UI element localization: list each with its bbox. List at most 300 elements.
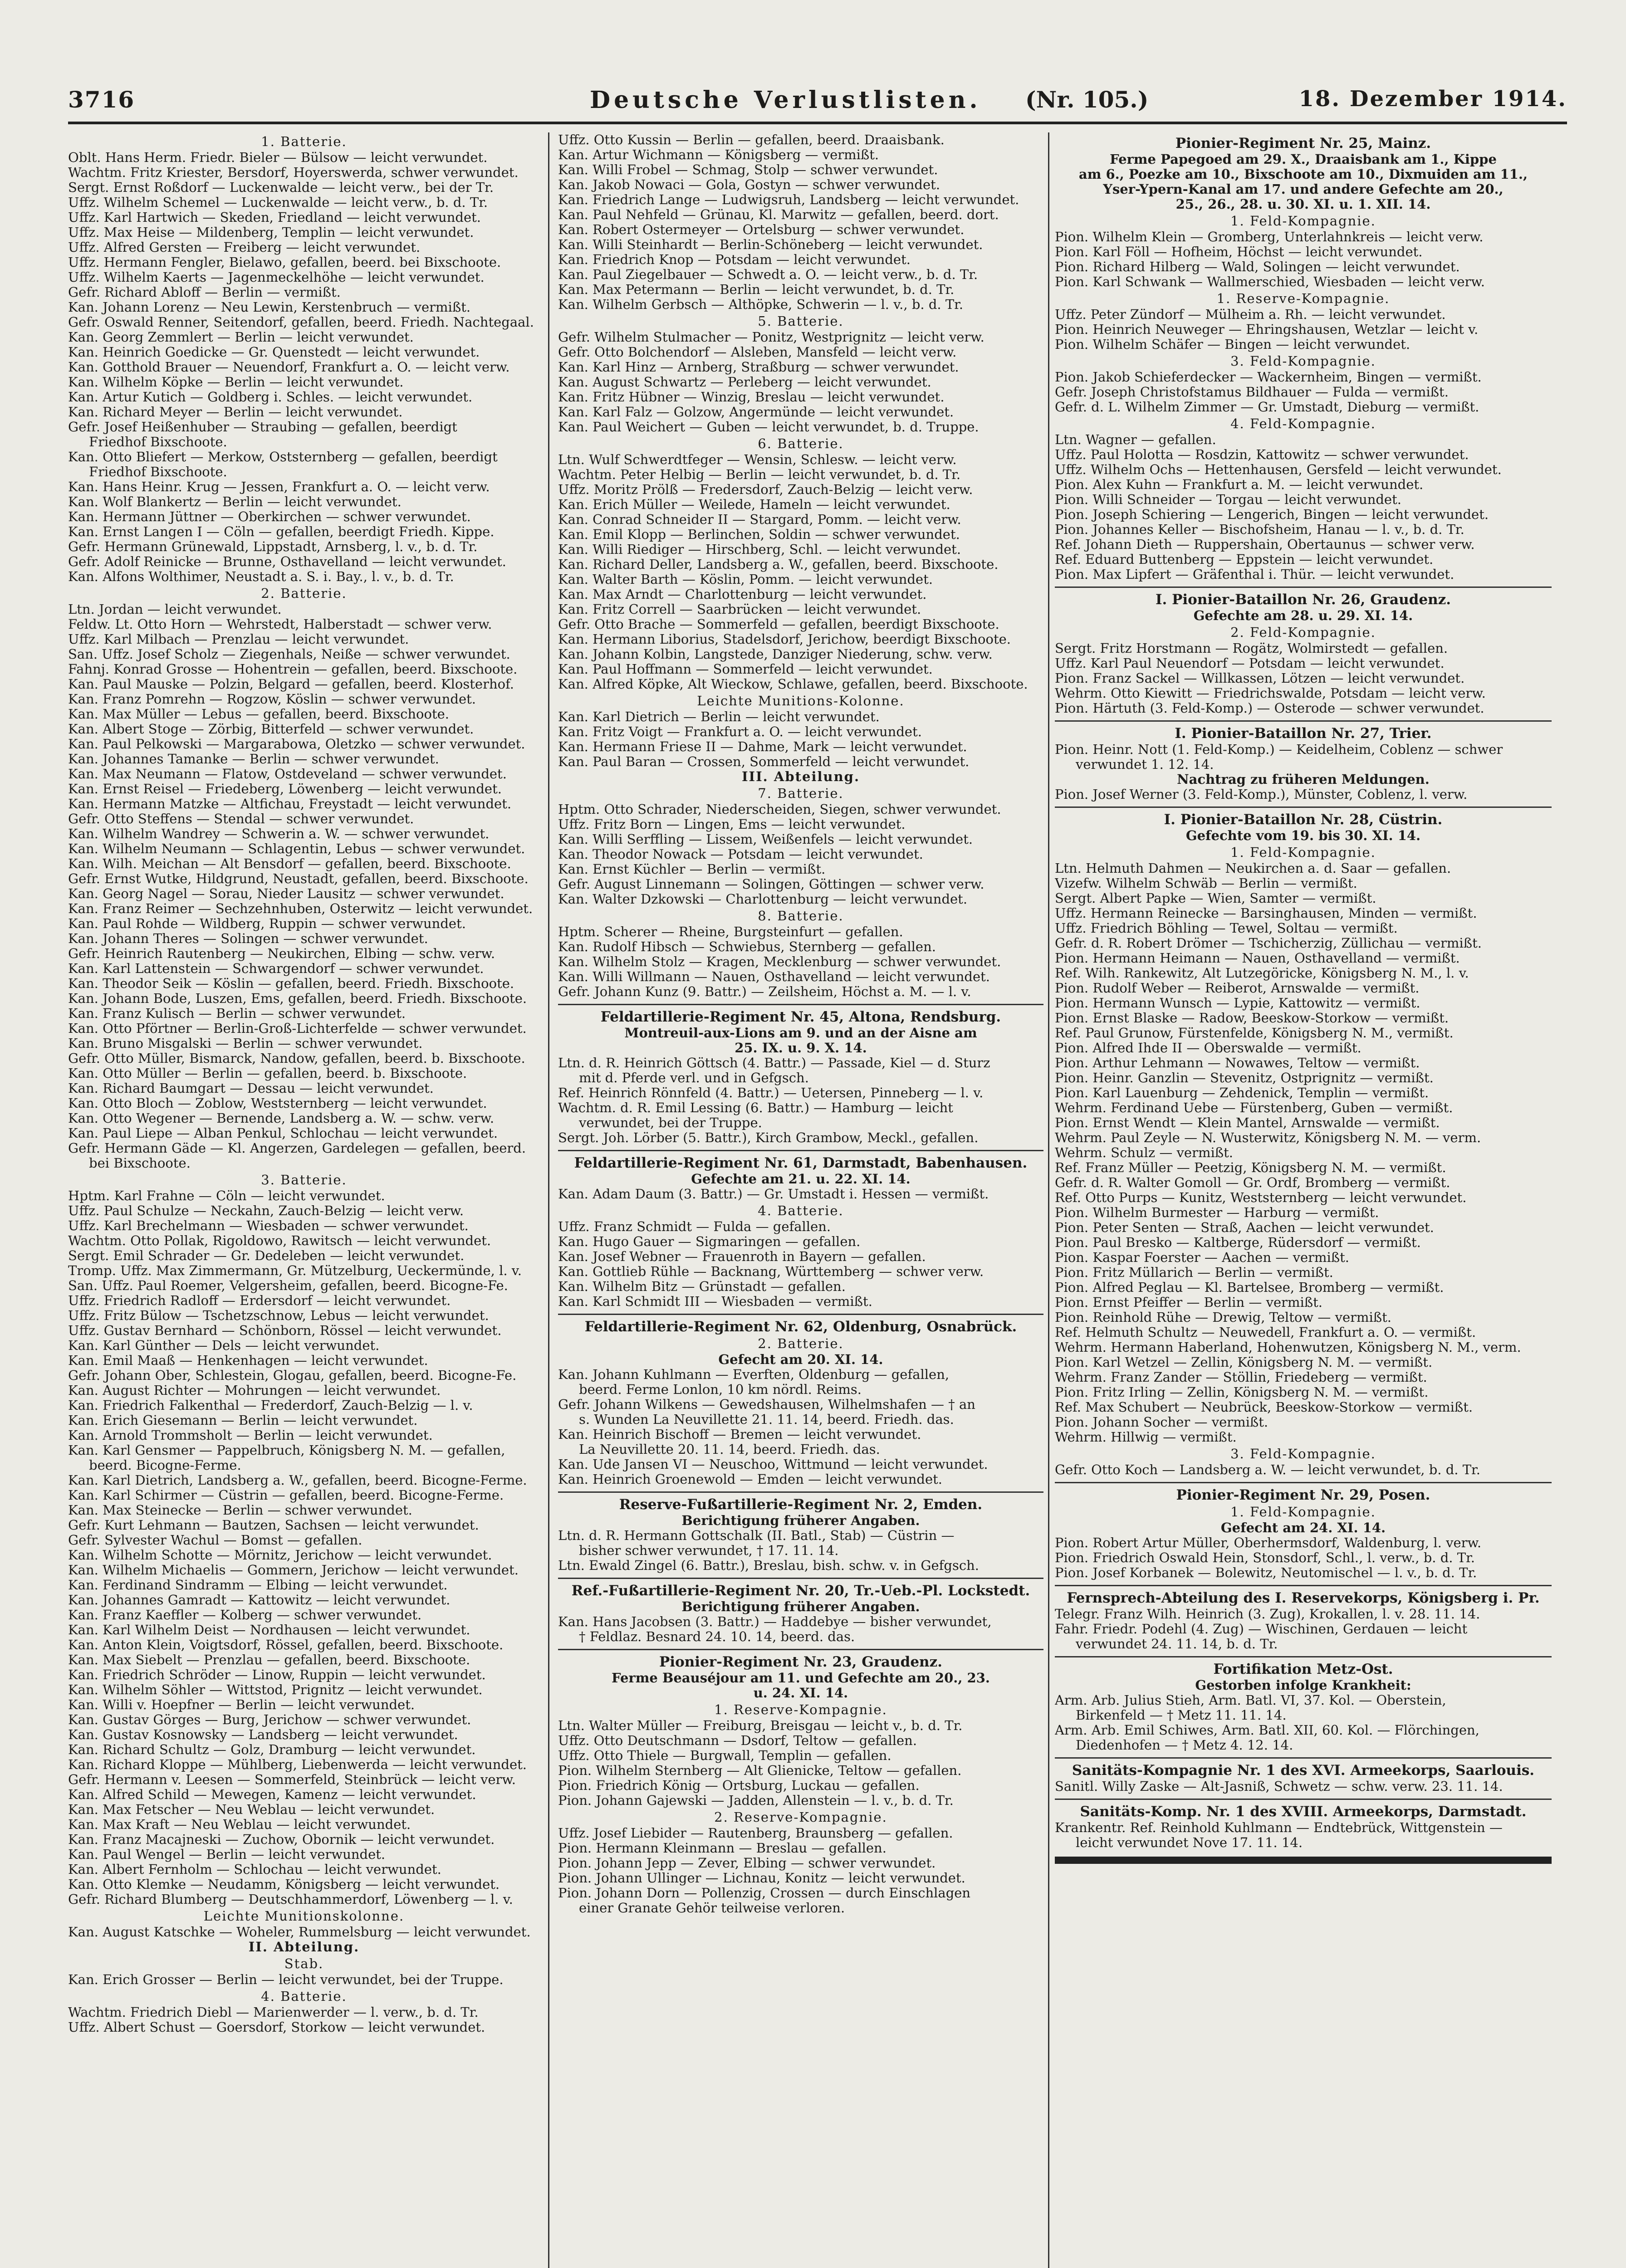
casualty-entry: Arm. Arb. Julius Stieh, Arm. Batl. VI, 37. Kol. — Oberstein, — [1055, 1693, 1446, 1708]
casualty-entry: Kan. Franz Macajneski — Zuchow, Obornik — leicht verwundet. — [68, 1832, 495, 1847]
casualty-entry: Gefr. Heinrich Rautenberg — Neukirchen, Elbing — schw. verw. — [68, 946, 495, 961]
unit-subheading: 4. Batterie. — [261, 1989, 347, 2004]
casualty-entry: Uffz. Paul Holotta — Rosdzin, Kattowitz — schwer verwundet. — [1055, 447, 1469, 462]
casualty-entry: Ltn. Helmuth Dahmen — Neukirchen a. d. Saar — gefallen. — [1055, 861, 1451, 876]
casualty-entry: Feldw. Lt. Otto Horn — Wehrstedt, Halberstadt — schwer verw. — [68, 617, 492, 632]
entry-continuation: beerd. Bicogne-Ferme. — [89, 1458, 241, 1473]
regiment-heading: Ref.-Fußartillerie-Regiment Nr. 20, Tr.-Ueb.-Pl. Lockstedt. — [571, 1583, 1030, 1599]
section-rule — [558, 1150, 1043, 1151]
casualty-entry: Pion. Johann Ullinger — Lichnau, Konitz — leicht verwundet. — [558, 1871, 965, 1886]
casualty-entry: Pion. Richard Hilberg — Wald, Solingen — leicht verwundet. — [1055, 259, 1460, 274]
casualty-entry: Pion. Peter Senten — Straß, Aachen — leicht verwundet. — [1055, 1220, 1434, 1235]
casualty-entry: Kan. Karl Schmidt III — Wiesbaden — vermißt. — [558, 1294, 872, 1309]
casualty-entry: Kan. Ernst Küchler — Berlin — vermißt. — [558, 862, 826, 877]
casualty-entry: Kan. Karl Wilhelm Deist — Nordhausen — leicht verwundet. — [68, 1623, 470, 1637]
casualty-entry: Uffz. Fritz Bülow — Tschetzschnow, Lebus — leicht verwundet. — [68, 1308, 489, 1323]
casualty-entry: Kan. Paul Nehfeld — Grünau, Kl. Marwitz — gefallen, beerd. dort. — [558, 207, 999, 222]
casualty-entry: Kan. Hermann Jüttner — Oberkirchen — schwer verwundet. — [68, 509, 471, 524]
casualty-entry: Pion. Karl Wetzel — Zellin, Königsberg N. M. — vermißt. — [1055, 1355, 1433, 1370]
casualty-entry: Uffz. Paul Schulze — Neckahn, Zauch-Belzig — leicht verw. — [68, 1203, 464, 1218]
engagement-heading: Montreuil-aux-Lions am 9. und an der Aisne am — [624, 1025, 977, 1041]
casualty-entry: Wachtm. Peter Helbig — Berlin — leicht verwundet, b. d. Tr. — [558, 467, 961, 482]
section-rule — [1055, 1757, 1552, 1759]
casualty-entry: Pion. Alex Kuhn — Frankfurt a. M. — leicht verwundet. — [1055, 477, 1424, 492]
casualty-entry: Kan. Otto Müller — Berlin — gefallen, beerd. b. Bixschoote. — [68, 1066, 467, 1081]
casualty-entry: Kan. Friedrich Falkenthal — Frederdorf, Zauch-Belzig — l. v. — [68, 1398, 473, 1413]
casualty-entry: Kan. Heinrich Groenewold — Emden — leicht verwundet. — [558, 1472, 942, 1487]
casualty-entry: Gefr. Joseph Christofstamus Bildhauer — Fulda — vermißt. — [1055, 385, 1449, 400]
casualty-entry: Uffz. Wilhelm Ochs — Hettenhausen, Gersfeld — leicht verwundet. — [1055, 462, 1502, 477]
casualty-entry: Pion. Alfred Peglau — Kl. Bartelsee, Bromberg — vermißt. — [1055, 1280, 1444, 1295]
entry-continuation: verwundet 24. 11. 14, b. d. Tr. — [1076, 1637, 1278, 1652]
section-rule — [558, 1491, 1043, 1493]
casualty-entry: Uffz. Gustav Bernhard — Schönborn, Rössel — leicht verwundet. — [68, 1323, 502, 1338]
casualty-entry: Ref. Eduard Buttenberg — Eppstein — leicht verwundet. — [1055, 552, 1434, 567]
casualty-entry: Ref. Otto Purps — Kunitz, Weststernberg — leicht verwundet. — [1055, 1190, 1467, 1205]
unit-subheading: 3. Batterie. — [261, 1173, 347, 1188]
casualty-entry: Gefr. Hermann v. Leesen — Sommerfeld, Steinbrück — leicht verw. — [68, 1772, 516, 1787]
casualty-entry: Pion. Paul Bresko — Kaltberge, Rüdersdorf — vermißt. — [1055, 1235, 1421, 1250]
casualty-entry: Pion. Hermann Heimann — Nauen, Osthavelland — vermißt. — [1055, 951, 1460, 966]
casualty-entry: Pion. Wilhelm Schäfer — Bingen — leicht verwundet. — [1055, 337, 1411, 352]
casualty-entry: Kan. Willi Serffling — Lissem, Weißenfels — leicht verwundet. — [558, 832, 973, 847]
casualty-entry: Sergt. Ernst Roßdorf — Luckenwalde — leicht verw., bei der Tr. — [68, 180, 494, 195]
casualty-entry: Pion. Friedrich Oswald Hein, Stonsdorf, Schl., l. verw., b. d. Tr. — [1055, 1550, 1475, 1565]
unit-subheading: 1. Feld-Kompagnie. — [1230, 845, 1376, 860]
casualty-entry: Pion. Heinr. Nott (1. Feld-Komp.) — Keidelheim, Coblenz — schwer — [1055, 742, 1503, 757]
casualty-entry: Kan. Friedrich Schröder — Linow, Ruppin — leicht verwundet. — [68, 1667, 486, 1682]
entry-continuation: s. Wunden La Neuvillette 21. 11. 14, beerd. Friedh. das. — [579, 1412, 954, 1427]
casualty-entry: Gefr. Josef Heißenhuber — Straubing — gefallen, beerdigt — [68, 420, 457, 435]
casualty-entry: Gefr. Wilhelm Stulmacher — Ponitz, Westprignitz — leicht verw. — [558, 330, 984, 345]
casualty-entry: Kan. Wilhelm Bitz — Grünstadt — gefallen. — [558, 1279, 846, 1294]
casualty-entry: Pion. Johann Jepp — Zever, Elbing — schwer verwundet. — [558, 1856, 936, 1871]
casualty-entry: Pion. Wilhelm Sternberg — Alt Glienicke, Teltow — gefallen. — [558, 1763, 962, 1778]
casualty-entry: Uffz. Karl Milbach — Prenzlau — leicht verwundet. — [68, 632, 409, 647]
casualty-entry: Wachtm. Otto Pollak, Rigoldowo, Rawitsch — leicht verwundet. — [68, 1233, 491, 1248]
casualty-entry: Uffz. Otto Thiele — Burgwall, Templin — gefallen. — [558, 1748, 891, 1763]
casualty-entry: Kan. Artur Wichmann — Königsberg — vermißt. — [558, 147, 879, 162]
casualty-entry: Pion. Arthur Lehmann — Nowawes, Teltow — vermißt. — [1055, 1056, 1420, 1070]
engagement-heading: am 6., Poezke am 10., Bixschoote am 10., Dixmuiden am 11., — [1078, 166, 1528, 182]
casualty-entry: Kan. Richard Baumgart — Dessau — leicht verwundet. — [68, 1081, 434, 1096]
casualty-entry: Gefr. Johann Kunz (9. Battr.) — Zeilsheim, Höchst a. M. — l. v. — [558, 984, 971, 999]
section-heading: III. Abteilung. — [741, 769, 860, 784]
casualty-entry: Kan. Wilhelm Gerbsch — Althöpke, Schwerin — l. v., b. d. Tr. — [558, 297, 964, 312]
unit-subheading: 2. Reserve-Kompagnie. — [714, 1810, 887, 1825]
casualty-entry: Kan. Gotthold Brauer — Neuendorf, Frankfurt a. O. — leicht verw. — [68, 360, 510, 375]
unit-subheading: 8. Batterie. — [758, 909, 844, 924]
section-rule — [558, 1314, 1043, 1315]
casualty-entry: Hptm. Otto Schrader, Niederscheiden, Siegen, schwer verwundet. — [558, 802, 1001, 817]
casualty-entry: Pion. Johann Dorn — Pollenzig, Crossen — durch Einschlagen — [558, 1886, 971, 1901]
casualty-entry: Kan. Hans Jacobsen (3. Battr.) — Haddebye — bisher verwundet, — [558, 1614, 992, 1629]
end-rule — [1055, 1857, 1552, 1864]
section-rule — [558, 1649, 1043, 1650]
casualty-entry: Kan. Emil Klopp — Berlinchen, Soldin — schwer verwundet. — [558, 527, 960, 542]
regiment-heading: Fernsprech-Abteilung des I. Reservekorps, Königsberg i. Pr. — [1067, 1590, 1540, 1606]
casualty-entry: Uffz. Alfred Gersten — Freiberg — leicht verwundet. — [68, 240, 421, 255]
casualty-entry: San. Uffz. Josef Scholz — Ziegenhals, Neiße — schwer verwundet. — [68, 647, 510, 662]
casualty-entry: Kan. Gottlieb Rühle — Backnang, Württemberg — schwer verw. — [558, 1264, 984, 1279]
casualty-entry: Ltn. d. R. Hermann Gottschalk (II. Batl., Stab) — Cüstrin — — [558, 1528, 955, 1543]
unit-subheading: 6. Batterie. — [758, 436, 844, 451]
casualty-entry: Kan. Josef Webner — Frauenroth in Bayern — gefallen. — [558, 1249, 926, 1264]
engagement-heading: 25. IX. u. 9. X. 14. — [735, 1040, 867, 1056]
casualty-entry: Kan. Karl Hinz — Arnberg, Straßburg — schwer verwundet. — [558, 360, 959, 375]
section-rule — [1055, 720, 1552, 722]
casualty-entry: Wehrm. Franz Zander — Stöllin, Friedeberg — vermißt. — [1055, 1370, 1427, 1385]
regiment-heading: Feldartillerie-Regiment Nr. 61, Darmstadt, Babenhausen. — [574, 1155, 1028, 1171]
casualty-entry: Pion. Ernst Wendt — Klein Mantel, Arnswalde — vermißt. — [1055, 1115, 1440, 1130]
entry-continuation: leicht verwundet Nove 17. 11. 14. — [1076, 1835, 1303, 1850]
section-rule — [1055, 1482, 1552, 1483]
casualty-entry: Kan. Wilhelm Schotte — Mörnitz, Jerichow — leicht verwundet. — [68, 1548, 492, 1563]
casualty-entry: Kan. Paul Hoffmann — Sommerfeld — leicht verwundet. — [558, 662, 933, 677]
casualty-entry: Wehrm. Paul Zeyle — N. Wusterwitz, Königsberg N. M. — verm. — [1055, 1130, 1481, 1145]
casualty-entry: Kan. Hugo Gauer — Sigmaringen — gefallen. — [558, 1234, 861, 1249]
casualty-entry: Pion. Johann Gajewski — Jadden, Allenstein — l. v., b. d. Tr. — [558, 1793, 954, 1808]
engagement-heading: Berichtigung früherer Angaben. — [681, 1599, 920, 1614]
entry-continuation: mit d. Pferde verl. und in Gefgsch. — [579, 1070, 809, 1085]
casualty-entry: Kan. Walter Barth — Köslin, Pomm. — leicht verwundet. — [558, 572, 933, 587]
casualty-entry: Kan. Rudolf Hibsch — Schwiebus, Sternberg — gefallen. — [558, 939, 936, 954]
casualty-entry: Kan. Paul Mauske — Polzin, Belgard — gefallen, beerd. Klosterhof. — [68, 677, 514, 692]
casualty-entry: Kan. Adam Daum (3. Battr.) — Gr. Umstadt i. Hessen — vermißt. — [558, 1187, 989, 1202]
casualty-entry: Kan. Friedrich Lange — Ludwigsruh, Landsberg — leicht verwundet. — [558, 192, 1019, 207]
casualty-entry: Telegr. Franz Wilh. Heinrich (3. Zug), Krokallen, l. v. 28. 11. 14. — [1055, 1607, 1480, 1622]
casualty-entry: Kan. Albert Fernholm — Schlochau — leicht verwundet. — [68, 1862, 441, 1877]
casualty-entry: Kan. Max Neumann — Flatow, Ostdeveland — schwer verwundet. — [68, 767, 507, 782]
casualty-entry: Pion. Härtuth (3. Feld-Komp.) — Osterode — schwer verwundet. — [1055, 701, 1484, 716]
section-rule — [1055, 1656, 1552, 1657]
publication-title: Deutsche Verlustlisten. — [590, 86, 981, 114]
casualty-entry: Ref. Wilh. Rankewitz, Alt Lutzegöricke, Königsberg N. M., l. v. — [1055, 966, 1469, 981]
casualty-entry: Kan. Heinrich Bischoff — Bremen — leicht verwundet. — [558, 1427, 921, 1442]
casualty-entry: Kan. Johann Kuhlmann — Everften, Oldenburg — gefallen, — [558, 1367, 950, 1382]
casualty-entry: Pion. Josef Korbanek — Bolewitz, Neutomischel — l. v., b. d. Tr. — [1055, 1565, 1477, 1580]
casualty-entry: Kan. Jakob Nowaci — Gola, Gostyn — schwer verwundet. — [558, 177, 940, 192]
casualty-entry: Kan. Walter Dzkowski — Charlottenburg — leicht verwundet. — [558, 892, 968, 907]
casualty-entry: Pion. Jakob Schieferdecker — Wackernheim, Bingen — vermißt. — [1055, 370, 1482, 385]
regiment-heading: Fortifikation Metz-Ost. — [1213, 1661, 1393, 1677]
casualty-entry: Kan. Gustav Kosnowsky — Landsberg — leicht verwundet. — [68, 1727, 458, 1742]
casualty-entry: Uffz. Albert Schust — Goersdorf, Storkow — leicht verwundet. — [68, 2020, 485, 2035]
casualty-entry: Pion. Hermann Kleinmann — Breslau — gefallen. — [558, 1841, 886, 1856]
unit-subheading: 3. Feld-Kompagnie. — [1230, 1447, 1376, 1461]
engagement-heading: Yser-Ypern-Kanal am 17. und andere Gefechte am 20., — [1103, 181, 1504, 197]
casualty-entry: Kan. Wilhelm Köpke — Berlin — leicht verwundet. — [68, 375, 404, 390]
regiment-heading: I. Pionier-Bataillon Nr. 28, Cüstrin. — [1164, 811, 1443, 828]
casualty-entry: Uffz. Josef Liebider — Rautenberg, Braunsberg — gefallen. — [558, 1826, 953, 1841]
casualty-entry: Kan. Max Siebelt — Prenzlau — gefallen, beerd. Bixschoote. — [68, 1652, 470, 1667]
casualty-entry: Vizefw. Wilhelm Schwäb — Berlin — vermißt. — [1055, 876, 1357, 891]
column-3 — [1055, 132, 1552, 2268]
unit-subheading: 1. Batterie. — [261, 134, 347, 149]
casualty-entry: Kan. Johannes Tamanke — Berlin — schwer verwundet. — [68, 752, 439, 767]
casualty-entry: Ltn. Walter Müller — Freiburg, Breisgau — leicht v., b. d. Tr. — [558, 1718, 963, 1733]
casualty-entry: Gefr. d. L. Wilhelm Zimmer — Gr. Umstadt, Dieburg — vermißt. — [1055, 400, 1479, 415]
casualty-entry: Kan. Alfons Wolthimer, Neustadt a. S. i. Bay., l. v., b. d. Tr. — [68, 569, 454, 584]
casualty-entry: Kan. Otto Klemke — Neudamm, Königsberg — leicht verwundet. — [68, 1877, 500, 1892]
casualty-entry: Pion. Fritz Irling — Zellin, Königsberg N. M. — vermißt. — [1055, 1385, 1429, 1400]
casualty-entry: Kan. Johannes Gamradt — Kattowitz — leicht verwundet. — [68, 1593, 451, 1608]
casualty-entry: Kan. Robert Ostermeyer — Ortelsburg — schwer verwundet. — [558, 222, 965, 237]
casualty-entry: Kan. Friedrich Knop — Potsdam — leicht verwundet. — [558, 252, 911, 267]
casualty-entry: Pion. Joseph Schiering — Lengerich, Bingen — leicht verwundet. — [1055, 507, 1489, 522]
casualty-entry: Gefr. Ernst Wutke, Hildgrund, Neustadt, gefallen, beerd. Bixschoote. — [68, 871, 529, 886]
casualty-entry: Kan. Hermann Matzke — Altfichau, Freystadt — leicht verwundet. — [68, 797, 512, 811]
unit-subheading: 5. Batterie. — [758, 314, 844, 329]
casualty-entry: Gefr. Otto Bolchendorf — Alsleben, Mansfeld — leicht verw. — [558, 345, 957, 360]
regiment-heading: Sanitäts-Kompagnie Nr. 1 des XVI. Armeekorps, Saarlouis. — [1072, 1762, 1535, 1779]
casualty-entry: Kan. Alfred Schild — Mewegen, Kamenz — leicht verwundet. — [68, 1787, 476, 1802]
casualty-entry: Uffz. Karl Paul Neuendorf — Potsdam — leicht verwundet. — [1055, 656, 1445, 671]
casualty-entry: Kan. Otto Pförtner — Berlin-Groß-Lichterfelde — schwer verwundet. — [68, 1021, 527, 1036]
casualty-entry: Pion. Karl Föll — Hofheim, Höchst — leicht verwundet. — [1055, 244, 1423, 259]
casualty-entry: Kan. Artur Kutich — Goldberg i. Schles. — leicht verwundet. — [68, 390, 473, 405]
casualty-entry: Kan. Wilhelm Stolz — Kragen, Mecklenburg — schwer verwundet. — [558, 954, 1001, 969]
casualty-entry: Pion. Rudolf Weber — Reiberot, Arnswalde — vermißt. — [1055, 981, 1420, 996]
casualty-entry: Kan. Heinrich Goedicke — Gr. Quenstedt — leicht verwundet. — [68, 345, 480, 360]
casualty-entry: Gefr. Johann Ober, Schlestein, Glogau, gefallen, beerd. Bicogne-Fe. — [68, 1368, 517, 1383]
casualty-entry: Pion. Kaspar Foerster — Aachen — vermißt. — [1055, 1250, 1350, 1265]
casualty-entry: Kan. Franz Reimer — Sechzehnhuben, Osterwitz — leicht verwundet. — [68, 901, 533, 916]
casualty-entry: Pion. Wilhelm Klein — Gromberg, Unterlahnkreis — leicht verw. — [1055, 230, 1484, 244]
casualty-entry: Gefr. d. R. Robert Drömer — Tschicherzig, Züllichau — vermißt. — [1055, 936, 1482, 951]
casualty-entry: Tromp. Uffz. Max Zimmermann, Gr. Mützelburg, Ueckermünde, l. v. — [68, 1263, 522, 1278]
casualty-entry: Gefr. Otto Müller, Bismarck, Nandow, gefallen, beerd. b. Bixschoote. — [68, 1051, 525, 1066]
casualty-entry: Sanitl. Willy Zaske — Alt-Jasniß, Schwetz — schw. verw. 23. 11. 14. — [1055, 1779, 1503, 1794]
casualty-entry: Kan. Max Kraft — Neu Weblau — leicht verwundet. — [68, 1817, 411, 1832]
unit-subheading: 2. Batterie. — [758, 1336, 844, 1351]
section-rule — [1055, 807, 1552, 808]
casualty-entry: Kan. Otto Wegener — Bernende, Landsberg a. W. — schw. verw. — [68, 1111, 495, 1126]
casualty-entry: Kan. Fritz Hübner — Winzig, Breslau — leicht verwundet. — [558, 390, 945, 405]
engagement-heading: Gefechte vom 19. bis 30. XI. 14. — [1185, 828, 1421, 843]
casualty-entry: Ltn. Ewald Zingel (6. Battr.), Breslau, bish. schw. v. in Gefgsch. — [558, 1558, 979, 1573]
casualty-entry: Uffz. Fritz Born — Lingen, Ems — leicht verwundet. — [558, 817, 906, 832]
regiment-heading: Feldartillerie-Regiment Nr. 62, Oldenburg, Osnabrück. — [584, 1319, 1017, 1335]
casualty-entry: Kan. Bruno Misgalski — Berlin — schwer verwundet. — [68, 1036, 423, 1051]
entry-continuation: Diedenhofen — † Metz 4. 12. 14. — [1076, 1738, 1293, 1753]
casualty-entry: Pion. Willi Schneider — Torgau — leicht verwundet. — [1055, 492, 1401, 507]
casualty-entry: Ltn. Wulf Schwerdtfeger — Wensin, Schlesw. — leicht verw. — [558, 452, 957, 467]
casualty-entry: Wehrm. Ferdinand Uebe — Fürstenberg, Guben — vermißt. — [1055, 1100, 1453, 1115]
casualty-entry: Kan. Paul Ziegelbauer — Schwedt a. O. — leicht verw., b. d. Tr. — [558, 267, 978, 282]
engagement-heading: Nachtrag zu früheren Meldungen. — [1177, 772, 1430, 787]
casualty-entry: Uffz. Friedrich Böhling — Tewel, Soltau — vermißt. — [1055, 921, 1398, 936]
casualty-entry: Kan. Theodor Nowack — Potsdam — leicht verwundet. — [558, 847, 923, 862]
section-heading: II. Abteilung. — [248, 1940, 360, 1955]
casualty-entry: Wehrm. Otto Kiewitt — Friedrichswalde, Potsdam — leicht verw. — [1055, 686, 1486, 701]
casualty-entry: Pion. Josef Werner (3. Feld-Komp.), Münster, Coblenz, l. verw. — [1055, 787, 1468, 802]
engagement-heading: Gefecht am 24. XI. 14. — [1220, 1520, 1386, 1535]
casualty-entry: Kan. Franz Pomrehn — Rogzow, Köslin — schwer verwundet. — [68, 692, 476, 707]
page-number: 3716 — [68, 86, 135, 113]
header-rule — [68, 122, 1567, 124]
casualty-entry: Kan. Karl Gensmer — Pappelbruch, Königsberg N. M. — gefallen, — [68, 1443, 505, 1458]
casualty-entry: Gefr. Richard Blumberg — Deutschhammerdorf, Löwenberg — l. v. — [68, 1892, 513, 1907]
casualty-entry: Sergt. Joh. Lörber (5. Battr.), Kirch Grambow, Meckl., gefallen. — [558, 1130, 979, 1145]
unit-subheading: 1. Reserve-Kompagnie. — [1216, 291, 1390, 306]
casualty-entry: Pion. Alfred Ihde II — Oberswalde — vermißt. — [1055, 1041, 1362, 1056]
casualty-entry: Kan. Alfred Köpke, Alt Wieckow, Schlawe, gefallen, beerd. Bixschoote. — [558, 677, 1028, 692]
unit-subheading: 3. Feld-Kompagnie. — [1230, 354, 1376, 369]
casualty-entry: Pion. Heinr. Ganzlin — Stevenitz, Ostprignitz — vermißt. — [1055, 1070, 1434, 1085]
casualty-entry: Gefr. Richard Abloff — Berlin — vermißt. — [68, 285, 341, 300]
casualty-entry: Kan. Fritz Correll — Saarbrücken — leicht verwundet. — [558, 602, 921, 617]
casualty-entry: Wachtm. Fritz Kriester, Bersdorf, Hoyerswerda, schwer verwundet. — [68, 165, 519, 180]
entry-continuation: † Feldlaz. Besnard 24. 10. 14, beerd. das. — [579, 1629, 855, 1644]
casualty-entry: Uffz. Peter Zündorf — Mülheim a. Rh. — leicht verwundet. — [1055, 307, 1446, 322]
casualty-entry: Gefr. Hermann Gäde — Kl. Angerzen, Gardelegen — gefallen, beerd. — [68, 1141, 526, 1156]
casualty-entry: Pion. Hermann Wunsch — Lypie, Kattowitz — vermißt. — [1055, 996, 1420, 1011]
unit-subheading: Leichte Munitions-Kolonne. — [697, 694, 905, 709]
regiment-heading: I. Pionier-Bataillon Nr. 27, Trier. — [1175, 725, 1432, 742]
casualty-entry: Kan. Emil Maaß — Henkenhagen — leicht verwundet. — [68, 1353, 428, 1368]
casualty-entry: Pion. Ernst Blaske — Radow, Beeskow-Storkow — vermißt. — [1055, 1011, 1449, 1026]
unit-subheading: Leichte Munitionskolonne. — [203, 1909, 405, 1924]
casualty-entry: Gefr. Kurt Lehmann — Bautzen, Sachsen — leicht verwundet. — [68, 1518, 479, 1533]
issue-number: (Nr. 105.) — [1025, 86, 1149, 113]
casualty-entry: Gefr. August Linnemann — Solingen, Göttingen — schwer verw. — [558, 877, 984, 892]
casualty-entry: Kan. Karl Lattenstein — Schwargendorf — schwer verwundet. — [68, 961, 484, 976]
column-divider — [548, 132, 549, 2268]
casualty-entry: Kan. Erich Grosser — Berlin — leicht verwundet, bei der Truppe. — [68, 1972, 504, 1987]
regiment-heading: Reserve-Fußartillerie-Regiment Nr. 2, Emden. — [619, 1496, 983, 1513]
casualty-entry: Kan. Georg Zemmlert — Berlin — leicht verwundet. — [68, 330, 414, 345]
unit-subheading: 1. Reserve-Kompagnie. — [714, 1702, 887, 1717]
unit-subheading: 7. Batterie. — [758, 786, 844, 801]
casualty-entry: Kan. Anton Klein, Voigtsdorf, Rössel, gefallen, beerd. Bixschoote. — [68, 1637, 504, 1652]
casualty-entry: Kan. Paul Wengel — Berlin — leicht verwundet. — [68, 1847, 386, 1862]
casualty-entry: Kan. Georg Nagel — Sorau, Nieder Lausitz — schwer verwundet. — [68, 886, 504, 901]
casualty-entry: Arm. Arb. Emil Schiwes, Arm. Batl. XII, 60. Kol. — Flörchingen, — [1055, 1723, 1479, 1738]
casualty-entry: Kan. Wilhelm Wandrey — Schwerin a. W. — schwer verwundet. — [68, 826, 490, 841]
casualty-entry: Kan. Richard Schultz — Golz, Dramburg — leicht verwundet. — [68, 1742, 476, 1757]
casualty-entry: Kan. Paul Liepe — Alban Penkul, Schlochau — leicht verwundet. — [68, 1126, 498, 1141]
casualty-entry: Uffz. Karl Brechelmann — Wiesbaden — schwer verwundet. — [68, 1218, 469, 1233]
casualty-entry: Kan. Karl Dietrich, Landsberg a. W., gefallen, beerd. Bicogne-Ferme. — [68, 1473, 527, 1488]
casualty-entry: Kan. Conrad Schneider II — Stargard, Pomm. — leicht verw. — [558, 512, 961, 527]
entry-continuation: Friedhof Bixschoote. — [89, 435, 227, 450]
entry-continuation: verwundet 1. 12. 14. — [1076, 757, 1214, 772]
casualty-entry: Kan. Willi Riediger — Hirschberg, Schl. — leicht verwundet. — [558, 542, 961, 557]
casualty-entry: Gefr. d. R. Walter Gomoll — Gr. Ordf, Bromberg — vermißt. — [1055, 1175, 1450, 1190]
casualty-entry: Pion. Max Lipfert — Gräfenthal i. Thür. — leicht verwundet. — [1055, 567, 1455, 582]
regiment-heading: Feldartillerie-Regiment Nr. 45, Altona, Rendsburg. — [600, 1009, 1001, 1025]
casualty-entry: Kan. Willi Willmann — Nauen, Osthavelland — leicht verwundet. — [558, 969, 990, 984]
casualty-entry: Sergt. Fritz Horstmann — Rogätz, Wolmirstedt — gefallen. — [1055, 641, 1448, 656]
casualty-entry: Kan. Erich Müller — Weilede, Hameln — leicht verwundet. — [558, 497, 950, 512]
regiment-heading: Pionier-Regiment Nr. 23, Graudenz. — [659, 1654, 942, 1670]
casualty-entry: Kan. Wilhelm Söhler — Wittstod, Prignitz — leicht verwundet. — [68, 1682, 483, 1697]
casualty-entry: Kan. Richard Deller, Landsberg a. W., gefallen, beerd. Bixschoote. — [558, 557, 999, 572]
casualty-entry: Kan. Richard Meyer — Berlin — leicht verwundet. — [68, 405, 403, 420]
casualty-entry: Uffz. Franz Schmidt — Fulda — gefallen. — [558, 1219, 831, 1234]
casualty-entry: Ltn. d. R. Heinrich Göttsch (4. Battr.) — Passade, Kiel — d. Sturz — [558, 1056, 990, 1070]
casualty-entry: Kan. Max Fetscher — Neu Weblau — leicht verwundet. — [68, 1802, 435, 1817]
casualty-entry: Kan. Johann Kolbin, Langstede, Danziger Niederung, schw. verw. — [558, 647, 993, 662]
casualty-entry: Pion. Karl Lauenburg — Zehdenick, Templin — vermißt. — [1055, 1085, 1429, 1100]
casualty-entry: San. Uffz. Paul Roemer, Velgersheim, gefallen, beerd. Bicogne-Fe. — [68, 1278, 508, 1293]
regiment-heading: Pionier-Regiment Nr. 29, Posen. — [1176, 1487, 1430, 1503]
casualty-entry: Kan. August Katschke — Woheler, Rummelsburg — leicht verwundet. — [68, 1925, 531, 1940]
casualty-entry: Uffz. Moritz Prölß — Fredersdorf, Zauch-Belzig — leicht verw. — [558, 482, 973, 497]
unit-subheading: 1. Feld-Kompagnie. — [1230, 1505, 1376, 1520]
issue-date: 18. Dezember 1914. — [1298, 86, 1567, 112]
casualty-entry: Kan. Willi Frobel — Schmag, Stolp — schwer verwundet. — [558, 162, 938, 177]
casualty-entry: Uffz. Wilhelm Schemel — Luckenwalde — leicht verw., b. d. Tr. — [68, 195, 488, 210]
entry-continuation: bisher schwer verwundet, † 17. 11. 14. — [579, 1543, 839, 1558]
casualty-entry: Sergt. Albert Papke — Wien, Samter — vermißt. — [1055, 891, 1376, 906]
casualty-entry: Kan. Paul Pelkowski — Margarabowa, Oletzko — schwer verwundet. — [68, 737, 525, 752]
casualty-entry: Hptm. Karl Frahne — Cöln — leicht verwundet. — [68, 1188, 385, 1203]
casualty-entry: Gefr. Adolf Reinicke — Brunne, Osthavelland — leicht verwundet. — [68, 554, 506, 569]
casualty-entry: Oblt. Hans Herm. Friedr. Bieler — Bülsow — leicht verwundet. — [68, 150, 488, 165]
entry-continuation: Birkenfeld — † Metz 11. 11. 14. — [1076, 1708, 1287, 1723]
casualty-entry: Pion. Reinhold Rühe — Drewig, Teltow — vermißt. — [1055, 1310, 1391, 1325]
casualty-entry: Fahr. Friedr. Podehl (4. Zug) — Wischinen, Gerdauen — leicht — [1055, 1622, 1468, 1637]
casualty-entry: Kan. Max Steinecke — Berlin — schwer verwundet. — [68, 1503, 412, 1518]
casualty-entry: Kan. Ferdinand Sindramm — Elbing — leicht verwundet. — [68, 1578, 448, 1593]
column-2 — [558, 132, 1043, 2268]
casualty-entry: Kan. Paul Rohde — Wildberg, Ruppin — schwer verwundet. — [68, 916, 466, 931]
casualty-entry: Gefr. Otto Steffens — Stendal — schwer verwundet. — [68, 811, 414, 826]
section-rule — [1055, 1585, 1552, 1586]
casualty-entry: Kan. Willi v. Hoepfner — Berlin — leicht verwundet. — [68, 1697, 415, 1712]
casualty-entry: Kan. Johann Lorenz — Neu Lewin, Kerstenbruch — vermißt. — [68, 300, 471, 315]
section-rule — [1055, 587, 1552, 588]
casualty-entry: Ref. Johann Dieth — Ruppershain, Obertaunus — schwer verw. — [1055, 537, 1475, 552]
casualty-entry: Gefr. Hermann Grünewald, Lippstadt, Arnsberg, l. v., b. d. Tr. — [68, 539, 478, 554]
casualty-entry: Pion. Robert Artur Müller, Oberhermsdorf, Waldenburg, l. verw. — [1055, 1535, 1482, 1550]
casualty-entry: Pion. Johann Socher — vermißt. — [1055, 1415, 1268, 1430]
engagement-heading: Berichtigung früherer Angaben. — [681, 1513, 920, 1528]
casualty-entry: Uffz. Max Heise — Mildenberg, Templin — leicht verwundet. — [68, 225, 474, 240]
casualty-entry: Uffz. Friedrich Radloff — Erdersdorf — leicht verwundet. — [68, 1293, 451, 1308]
entry-continuation: einer Granate Gehör teilweise verloren. — [579, 1901, 845, 1916]
section-rule — [558, 1004, 1043, 1005]
casualty-entry: Uffz. Otto Deutschmann — Dsdorf, Teltow — gefallen. — [558, 1733, 917, 1748]
engagement-heading: Ferme Papegoed am 29. X., Draaisbank am 1., Kippe — [1110, 152, 1497, 167]
casualty-entry: Ltn. Jordan — leicht verwundet. — [68, 602, 282, 617]
casualty-entry: Kan. Franz Kulisch — Berlin — schwer verwundet. — [68, 1006, 406, 1021]
casualty-entry: Kan. Ernst Reisel — Friedeberg, Löwenberg — leicht verwundet. — [68, 782, 502, 797]
casualty-entry: Kan. Franz Kaeffler — Kolberg — schwer verwundet. — [68, 1608, 422, 1623]
casualty-entry: Gefr. Otto Brache — Sommerfeld — gefallen, beerdigt Bixschoote. — [558, 617, 999, 632]
casualty-entry: Kan. Ernst Langen I — Cöln — gefallen, beerdigt Friedh. Kippe. — [68, 524, 495, 539]
casualty-entry: Pion. Ernst Pfeiffer — Berlin — vermißt. — [1055, 1295, 1322, 1310]
casualty-entry: Uffz. Otto Kussin — Berlin — gefallen, beerd. Draaisbank. — [558, 132, 945, 147]
engagement-heading: Gefechte am 28. u. 29. XI. 14. — [1193, 608, 1413, 623]
casualty-entry: Pion. Heinrich Neuweger — Ehringshausen, Wetzlar — leicht v. — [1055, 322, 1479, 337]
casualty-entry: Kan. Paul Weichert — Guben — leicht verwundet, b. d. Truppe. — [558, 420, 979, 435]
regiment-heading: I. Pionier-Bataillon Nr. 26, Graudenz. — [1155, 591, 1451, 608]
casualty-entry: Pion. Franz Sackel — Willkassen, Lötzen — leicht verwundet. — [1055, 671, 1465, 686]
casualty-entry: Fahnj. Konrad Grosse — Hohentrein — gefallen, beerd. Bixschoote. — [68, 662, 518, 677]
casualty-entry: Pion. Friedrich König — Ortsburg, Luckau — gefallen. — [558, 1778, 920, 1793]
casualty-entry: Kan. Karl Falz — Golzow, Angermünde — leicht verwundet. — [558, 405, 954, 420]
entry-continuation: La Neuvillette 20. 11. 14, beerd. Friedh. das. — [579, 1442, 880, 1457]
casualty-entry: Wachtm. d. R. Emil Lessing (6. Battr.) — Hamburg — leicht — [558, 1100, 953, 1115]
column-divider — [1048, 132, 1049, 2268]
casualty-entry: Wachtm. Friedrich Diebl — Marienwerder — l. verw., b. d. Tr. — [68, 2005, 479, 2020]
casualty-entry: Kan. Karl Günther — Dels — leicht verwundet. — [68, 1338, 380, 1353]
casualty-entry: Pion. Wilhelm Burmester — Harburg — vermißt. — [1055, 1205, 1379, 1220]
column-1 — [68, 132, 540, 2268]
